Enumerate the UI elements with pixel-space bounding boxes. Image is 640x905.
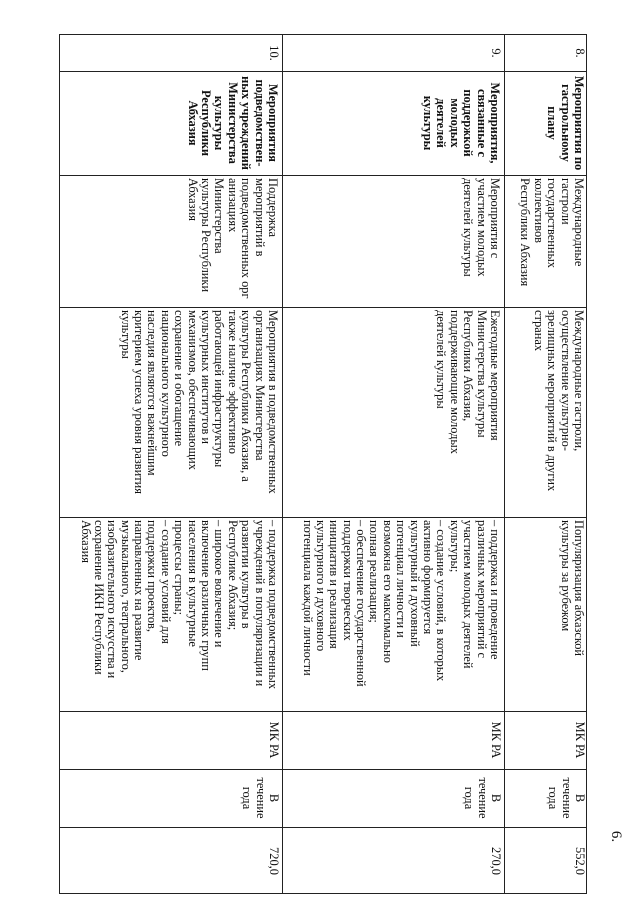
description-text: Мероприятия в подведомственных организациях Министерства культуры Республики Абхазия, а также наличие эффективно работающей инфраструктуры культурных институтов и механизмов, обеспечивающих сохранение и обогащение национального культурного наследия являются важнейшим критерием успеха уровня развития культуры xyxy=(118,310,280,494)
description-text: Ежегодные мероприятия Министерства культуры Республики Абхазия, поддерживающие молодых деятелей культуры xyxy=(434,310,502,454)
event-text: Международные гастроли государственных коллективов Республики Абхазия xyxy=(518,178,586,287)
cell-amount xyxy=(504,827,588,895)
cell-result xyxy=(282,517,504,711)
cell-result xyxy=(60,517,282,711)
cell-event xyxy=(60,175,282,307)
event-text: Поддержка мероприятий в подведомственных орг анизациях Министерства культуры Республики Абхазия xyxy=(185,178,280,299)
num-text: 9. xyxy=(489,48,503,58)
cell-amount xyxy=(60,827,282,895)
term-text: В течение года xyxy=(240,777,281,819)
amount-text: 552,0 xyxy=(573,847,587,875)
result-text: – поддержка подведомственных учреждений в популяризации и развитии культуры в Республике Абхазия; – широкое вовлечение и включение различных групп населения в культурные процессы страны; – создание условий для поддержки проектов, направленных на развитие музыкального, театрального, изобразительного искусства и сохранение ИКН Республики Абхазия xyxy=(78,520,280,690)
cell-term xyxy=(504,769,588,827)
cell-num xyxy=(60,35,282,71)
amount-text: 720,0 xyxy=(267,847,281,875)
program-table xyxy=(59,34,587,894)
executor-text: МК РА xyxy=(489,721,503,759)
event-text: Мероприятия с участием молодых деятелей культуры xyxy=(461,178,502,277)
title-text: Мероприятия, связанные с поддержкой молодых деятелей культуры xyxy=(421,82,502,164)
cell-amount xyxy=(282,827,504,895)
num-text: 8. xyxy=(573,48,587,58)
title-text: Мероприятия подведомствен- ных учреждений Министерства культуры Республики Абхазия xyxy=(185,76,280,170)
cell-term xyxy=(60,769,282,827)
cell-title xyxy=(282,71,504,175)
cell-title xyxy=(60,71,282,175)
cell-description xyxy=(504,307,588,517)
cell-num xyxy=(282,35,504,71)
cell-description xyxy=(60,307,282,517)
cell-event xyxy=(504,175,588,307)
term-text: В течение года xyxy=(462,777,503,819)
cell-term xyxy=(282,769,504,827)
result-text: – поддержка и проведение различных мероприятий с участием молодых деятелей культуры; – создание условий, в которых активно формируется культурный и духовный потенциал личности и возможна его максимально полная реализация; – обеспечение государственной поддержки творческих инициатив и реализация культурного и духовного потенциала каждой личности xyxy=(300,520,502,687)
executor-text: МК РА xyxy=(573,721,587,759)
result-text: Популяризация абхазской культуры за рубежом xyxy=(558,520,586,657)
cell-event xyxy=(282,175,504,307)
title-text: Мероприятия по гастрольному плану xyxy=(545,75,586,171)
cell-executor xyxy=(282,711,504,769)
page-number: 6. xyxy=(608,830,625,842)
description-text: Международные гастроли, осуществление культурно- зрелищных мероприятий в других странах xyxy=(531,310,586,492)
cell-num xyxy=(504,35,588,71)
cell-executor xyxy=(504,711,588,769)
amount-text: 270,0 xyxy=(489,847,503,875)
num-text: 10. xyxy=(267,45,281,61)
cell-result xyxy=(504,517,588,711)
cell-title xyxy=(504,71,588,175)
cell-description xyxy=(282,307,504,517)
executor-text: МК РА xyxy=(267,721,281,759)
term-text: В течение года xyxy=(546,777,587,819)
cell-executor xyxy=(60,711,282,769)
